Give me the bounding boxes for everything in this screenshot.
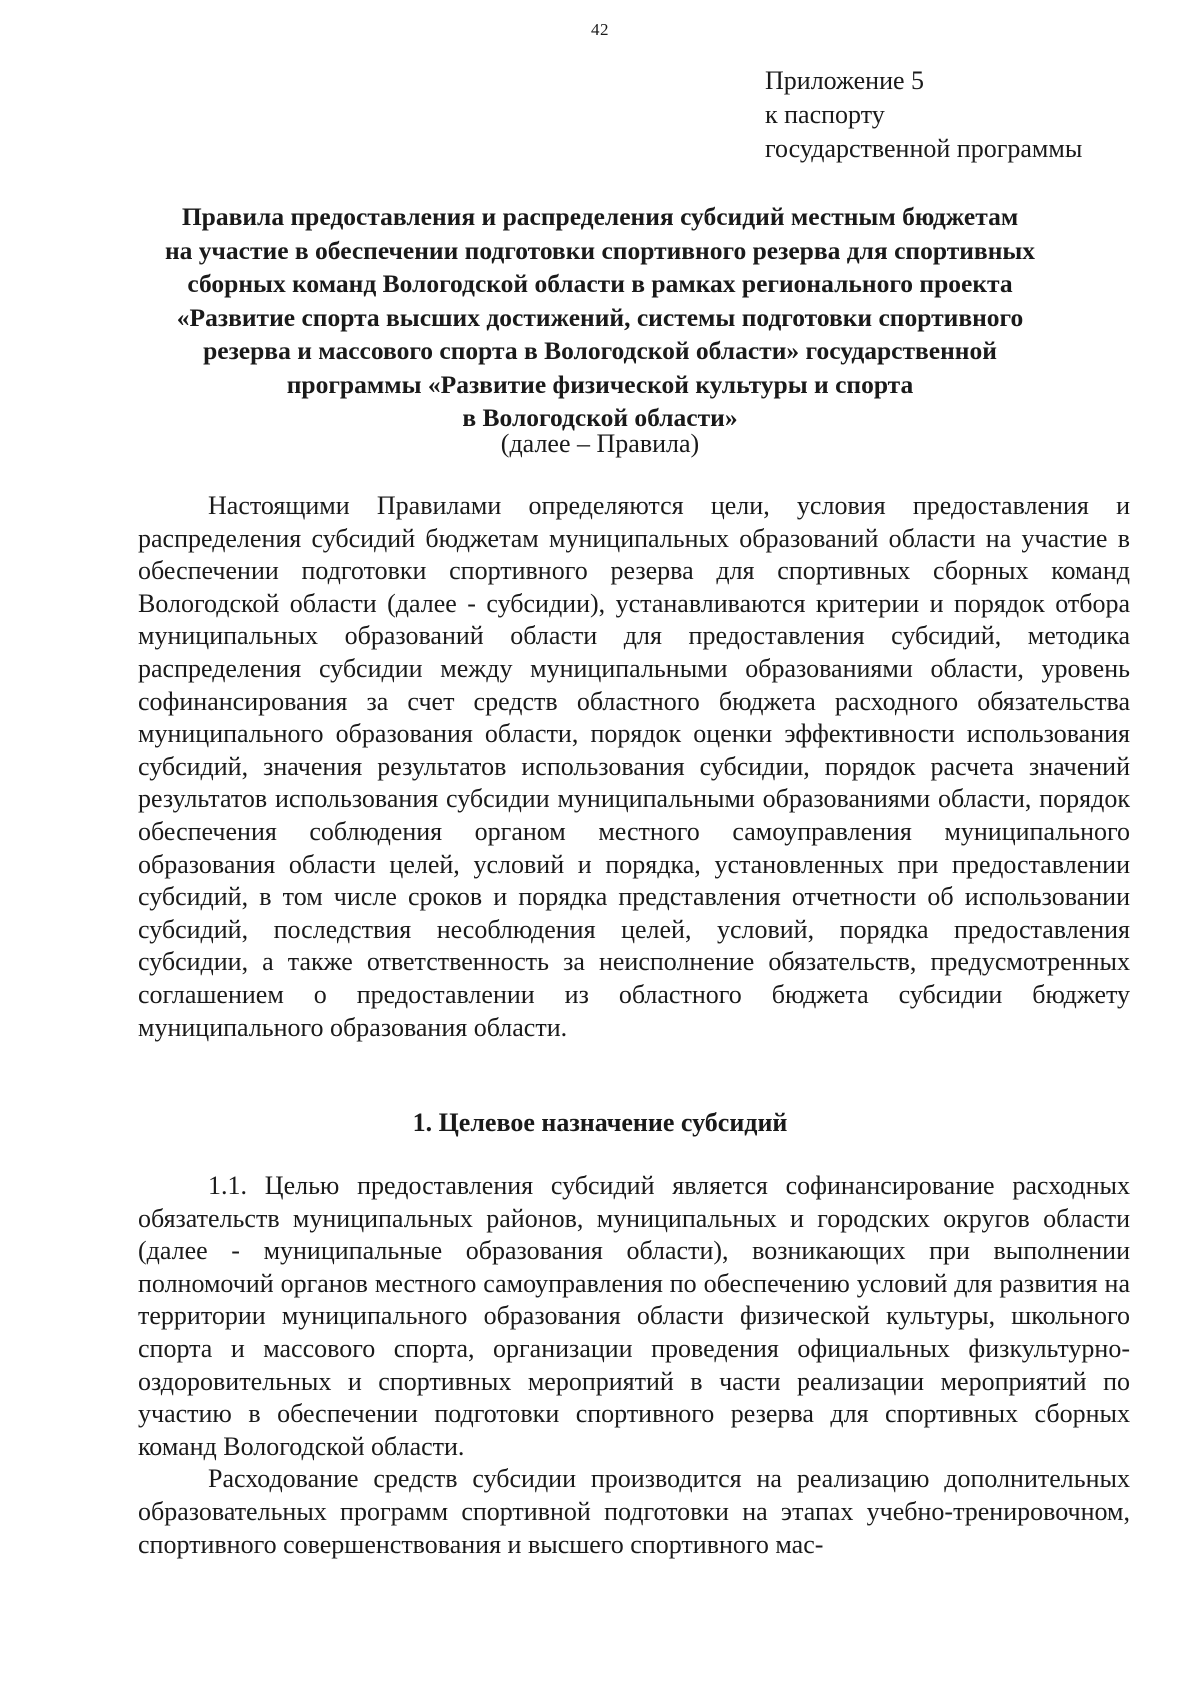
section-1-paragraph: 1.1. Целью предоставления субсидий является софинансирование расходных обязательств муниципальных районов, муниципальных и городских округов области (далее - муниципальные образования области), возникающих при выполнении полномочий органов местного самоуправления по обеспечению условий для развития на территории муниципального образования области физической культуры, школьного спорта и массового спорта, организации проведения официальных физкультурно-оздоровительных и спортивных мероприятий в части реализации мероприятий по участию в обеспечении подготовки спортивного резерва для спортивных сборных команд Вологодской области. xyxy=(138,1171,1130,1461)
appendix-note xyxy=(765,64,1082,166)
title-line: Правила предоставления и распределения субсидий местным бюджетам xyxy=(181,202,1019,231)
document-subtitle: (далее – Правила) xyxy=(500,429,700,458)
intro-paragraph: Настоящими Правилами определяются цели, условия предоставления и распределения субсидий бюджетам муниципальных образований области на участие в обеспечении подготовки спортивного резерва для спортивных сборных команд Вологодской области (далее - субсидии), устанавливаются критерии и порядок отбора муниципальных образований области для предоставления субсидий, методика распределения субсидии между муниципальными образованиями области, уровень софинансирования за счет средств областного бюджета расходного обязательства муниципального образования области, порядок оценки эффективности использования субсидий, значения результатов использования субсидии, порядок расчета значений результатов использования субсидии муниципальными образованиями области, порядок обеспечения соблюдения органом местного самоуправления муниципального образования области целей, условий и порядка, установленных при предоставлении субсидий, в том числе сроков и порядка представления отчетности об использовании субсидий, последствия несоблюдения целей, условий, порядка предоставления субсидии, а также ответственность за неисполнение обязательств, предусмотренных соглашением о предоставлении из областного бюджета субсидии бюджету муниципального образования области. xyxy=(138,491,1130,1042)
section-1-body xyxy=(138,1170,1130,1561)
appendix-line-3: государственной программы xyxy=(765,134,1083,163)
title-line: в Вологодской области» xyxy=(462,403,738,432)
title-line: сборных команд Вологодской области в рамках регионального проекта xyxy=(187,269,1013,298)
appendix-line-1: Приложение 5 xyxy=(765,66,925,95)
document-title xyxy=(120,200,1080,435)
title-line: резерва и массового спорта в Вологодской области» государственной xyxy=(203,336,997,365)
intro-section xyxy=(138,490,1130,1044)
appendix-line-2: к паспорту xyxy=(765,100,885,129)
section-1-paragraph: Расходование средств субсидии производится на реализацию дополнительных образовательных программ спортивной подготовки на этапах учебно-тренировочном, спортивного совершенствования и высшего спортивного мас- xyxy=(138,1464,1130,1559)
title-line: «Развитие спорта высших достижений, системы подготовки спортивного xyxy=(176,302,1024,332)
title-line: на участие в обеспечении подготовки спортивного резерва для спортивных xyxy=(164,235,1036,265)
page-number: 42 xyxy=(591,20,609,39)
title-line: программы «Развитие физической культуры и спорта xyxy=(286,369,914,399)
section-1-heading: 1. Целевое назначение субсидий xyxy=(412,1108,788,1137)
